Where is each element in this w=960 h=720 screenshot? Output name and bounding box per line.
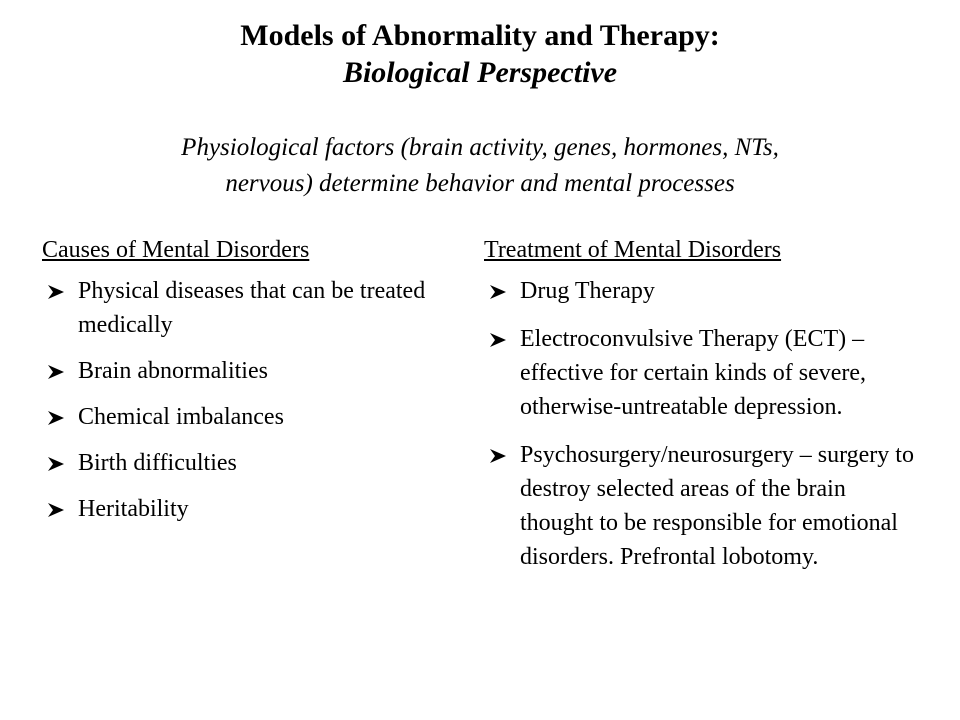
arrowhead-bullet-icon bbox=[488, 447, 508, 465]
arrowhead-bullet-icon bbox=[488, 331, 508, 349]
causes-item-text: Heritability bbox=[78, 496, 189, 522]
slide-title-perspective: Biological Perspective bbox=[342, 56, 618, 89]
causes-item-text: Chemical imbalances bbox=[78, 404, 284, 430]
subtitle-line-1: Physiological factors (brain activity, genes, hormones, NTs, bbox=[181, 134, 779, 161]
arrowhead-bullet-icon bbox=[46, 363, 66, 381]
arrowhead-bullet-icon bbox=[46, 455, 66, 473]
arrowhead-bullet-icon bbox=[46, 283, 66, 301]
list-item bbox=[42, 492, 457, 526]
subtitle-line-2: nervous) determine behavior and mental processes bbox=[225, 170, 735, 197]
title-block bbox=[0, 18, 960, 92]
list-item bbox=[42, 400, 457, 434]
causes-list bbox=[42, 274, 457, 526]
treatment-item-text: Drug Therapy bbox=[520, 278, 655, 304]
causes-item-text: Brain abnormalities bbox=[78, 358, 268, 384]
list-item bbox=[484, 274, 924, 308]
arrowhead-bullet-icon bbox=[46, 501, 66, 519]
causes-item-text: Physical diseases that can be treated medically bbox=[78, 278, 426, 338]
list-item bbox=[42, 446, 457, 480]
list-item bbox=[42, 274, 457, 342]
slide-title: Models of Abnormality and Therapy: bbox=[240, 19, 720, 52]
treatment-item-text: Psychosurgery/neurosurgery – surgery to destroy selected areas of the brain thought to be responsible for emotional disorders. Prefrontal lobotomy. bbox=[520, 442, 914, 570]
slide-subtitle bbox=[40, 130, 920, 202]
causes-column bbox=[42, 230, 457, 538]
treatment-list bbox=[484, 274, 924, 574]
treatment-item-text: Electroconvulsive Therapy (ECT) – effective for certain kinds of severe, otherwise-untreatable depression. bbox=[520, 326, 867, 420]
treatment-heading: Treatment of Mental Disorders bbox=[484, 237, 782, 263]
arrowhead-bullet-icon bbox=[488, 283, 508, 301]
list-item bbox=[42, 354, 457, 388]
causes-heading: Causes of Mental Disorders bbox=[42, 237, 310, 263]
arrowhead-bullet-icon bbox=[46, 409, 66, 427]
list-item bbox=[484, 438, 924, 574]
list-item bbox=[484, 322, 924, 424]
treatment-column bbox=[484, 230, 924, 588]
causes-item-text: Birth difficulties bbox=[78, 450, 237, 476]
